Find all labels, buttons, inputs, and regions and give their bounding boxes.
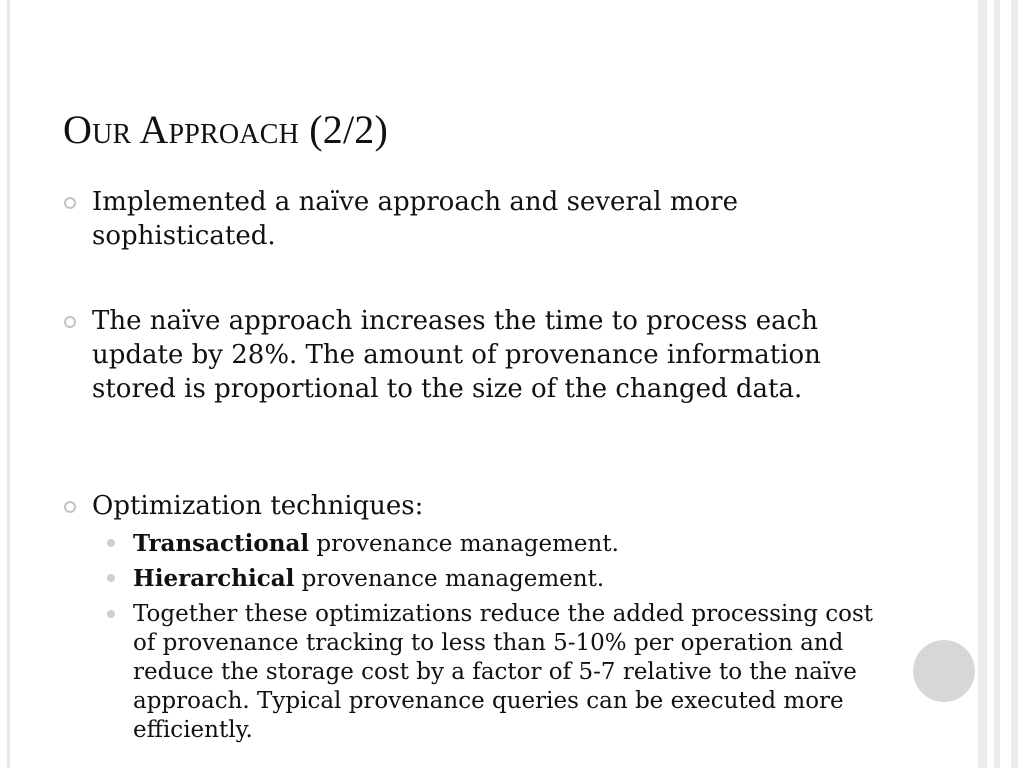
sub-bullet-item <box>133 600 878 745</box>
right-frame-line <box>994 0 1000 768</box>
bullet-text: Implemented a naïve approach and several more sophisticated. <box>92 187 739 251</box>
sub-bullet-item <box>133 564 878 594</box>
bullet-item <box>92 185 892 253</box>
bullet-circle-icon <box>64 501 76 513</box>
sub-bullet-text: Together these optimizations reduce the added processing cost of provenance tracking to less than 5-10% per operation and reduce the storage cost by a factor of 5-7 relative to the naïve approach. Typical provenance queries can be executed more efficiently. <box>133 601 874 743</box>
bullet-circle-icon <box>64 316 76 328</box>
bullet-item <box>92 489 892 523</box>
bullet-circle-icon <box>64 197 76 209</box>
sub-bullet-dot-icon <box>107 610 115 618</box>
sub-bullet-item <box>133 529 878 559</box>
sub-bullet-text: provenance management. <box>294 566 605 592</box>
right-frame-line <box>1011 0 1018 768</box>
sub-bullet-dot-icon <box>107 539 115 547</box>
sub-bullet-text: provenance management. <box>309 531 619 557</box>
sub-bullet-dot-icon <box>107 574 115 582</box>
slide-title: Our Approach (2/2) <box>63 107 388 152</box>
sub-bullet-bold-text: Hierarchical <box>133 565 295 592</box>
bullet-text: The naïve approach increases the time to process each update by 28%. The amount of provenance information stored is proportional to the size of the changed data. <box>92 306 821 404</box>
right-frame-line <box>978 0 987 768</box>
bullet-text: Optimization techniques: <box>92 491 424 521</box>
bullet-item <box>92 304 892 406</box>
decorative-circle <box>913 640 975 702</box>
sub-bullet-bold-text: Transactional <box>133 530 310 557</box>
left-frame-line <box>7 0 10 768</box>
